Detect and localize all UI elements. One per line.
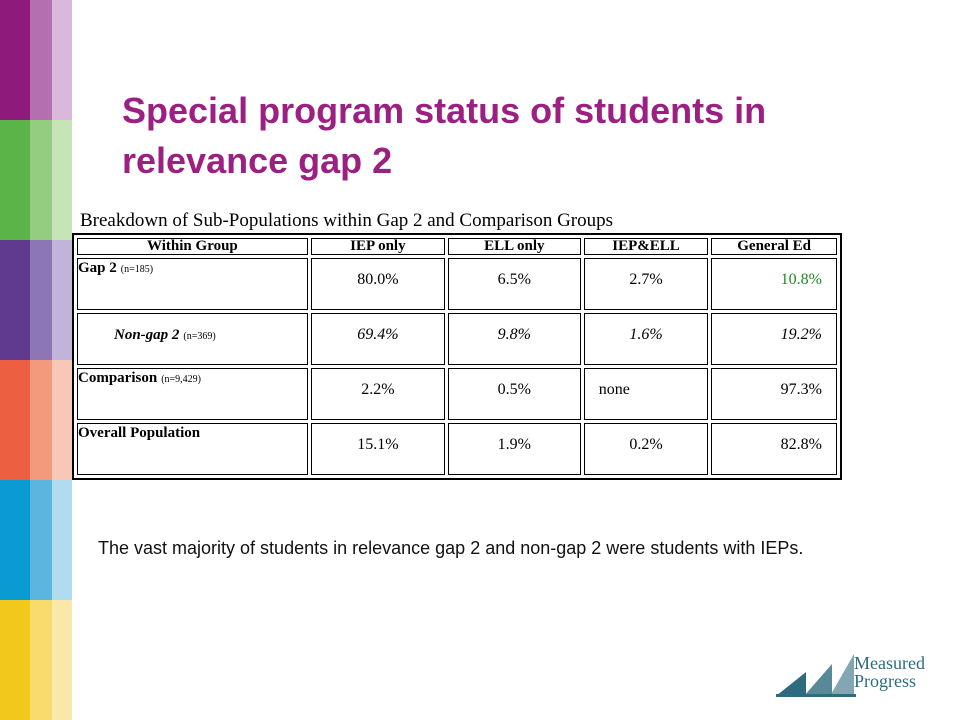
stripe-segment (52, 360, 72, 480)
stripe-segment (52, 240, 72, 360)
cell-value: 6.5% (497, 271, 531, 288)
decorative-color-stripes (0, 0, 72, 720)
table-cell (584, 258, 709, 310)
row-label-cell (77, 423, 308, 475)
stripe-segment (0, 600, 30, 720)
header-iep-ell: IEP&ELL (584, 238, 709, 255)
table-cell (584, 423, 709, 475)
cell-value: 0.5% (497, 381, 531, 398)
table-cell (584, 368, 709, 420)
table-cell (311, 313, 445, 365)
row-label: Overall Population (78, 425, 201, 441)
cell-value: 69.4% (357, 326, 399, 343)
stripe-segment (52, 480, 72, 600)
row-label-cell (77, 258, 308, 310)
header-ell-only: ELL only (448, 238, 581, 255)
row-sample-size: (n=9,429) (161, 374, 201, 385)
stripe-segment (52, 0, 72, 120)
header-general-ed: General Ed (711, 238, 837, 255)
table-cell (711, 423, 837, 475)
measured-progress-logo (776, 650, 941, 700)
row-label: Comparison (78, 370, 158, 386)
row-label: Gap 2 (78, 260, 117, 276)
table-cell (311, 258, 445, 310)
slide-note: The vast majority of students in relevance gap 2 and non-gap 2 were students with IEPs. (98, 538, 804, 558)
stripe-band-2 (0, 120, 72, 240)
table-cell (711, 258, 837, 310)
stripe-band-6 (0, 600, 72, 720)
table-cell (448, 313, 581, 365)
row-sample-size: (n=185) (120, 264, 154, 275)
table-cell (448, 368, 581, 420)
stripe-band-1 (0, 0, 72, 120)
row-label-cell (77, 368, 308, 420)
table-header-row (77, 238, 837, 255)
row-sample-size: (n=369) (183, 331, 216, 342)
stripe-segment (0, 360, 30, 480)
stripe-segment (52, 600, 72, 720)
table-row (77, 423, 837, 475)
slide-title: Special program status of students in relevance gap 2 (122, 90, 767, 181)
table-cell (448, 423, 581, 475)
stripe-segment (30, 480, 52, 600)
cell-value: 1.9% (497, 436, 531, 453)
cell-value: 80.0% (357, 271, 399, 288)
stripe-segment (30, 360, 52, 480)
logo-text-line-1: Measured (854, 653, 925, 673)
stripe-segment (0, 120, 30, 240)
stripe-segment (30, 600, 52, 720)
table-cell (448, 258, 581, 310)
cell-value: 97.3% (780, 381, 822, 398)
table-cell (311, 423, 445, 475)
cell-value: 1.6% (629, 326, 663, 343)
cell-value: 2.7% (629, 271, 663, 288)
cell-value: 9.8% (497, 326, 531, 343)
cell-value: 15.1% (357, 436, 399, 453)
table-cell (311, 368, 445, 420)
stripe-segment (0, 0, 30, 120)
table-row (77, 258, 837, 310)
table-caption: Breakdown of Sub-Populations within Gap 2 and Comparison Groups (80, 210, 614, 231)
stripe-segment (30, 120, 52, 240)
table-row (77, 313, 837, 365)
header-iep-only: IEP only (311, 238, 445, 255)
cell-value: 0.2% (629, 436, 663, 453)
logo-text-line-2: Progress (854, 671, 916, 691)
cell-value: 2.2% (361, 381, 395, 398)
header-within-group: Within Group (77, 238, 308, 255)
data-table-figure (72, 208, 842, 453)
cell-value: 19.2% (780, 326, 822, 343)
sub-population-table (72, 233, 842, 480)
stripe-segment (30, 240, 52, 360)
row-label-cell (77, 313, 308, 365)
cell-value: none (598, 381, 630, 398)
table-cell (711, 313, 837, 365)
table-row (77, 368, 837, 420)
stripe-band-5 (0, 480, 72, 600)
stripe-segment (30, 0, 52, 120)
stripe-segment (0, 240, 30, 360)
stripe-segment (52, 120, 72, 240)
row-label: Non-gap 2 (114, 327, 180, 343)
stripe-segment (0, 480, 30, 600)
table-cell (584, 313, 709, 365)
stripe-band-3 (0, 240, 72, 360)
stripe-band-4 (0, 360, 72, 480)
logo-mark-icon (776, 654, 856, 698)
cell-value: 82.8% (780, 436, 822, 453)
cell-value: 10.8% (780, 271, 822, 288)
logo-text (854, 654, 925, 690)
table-cell (711, 368, 837, 420)
